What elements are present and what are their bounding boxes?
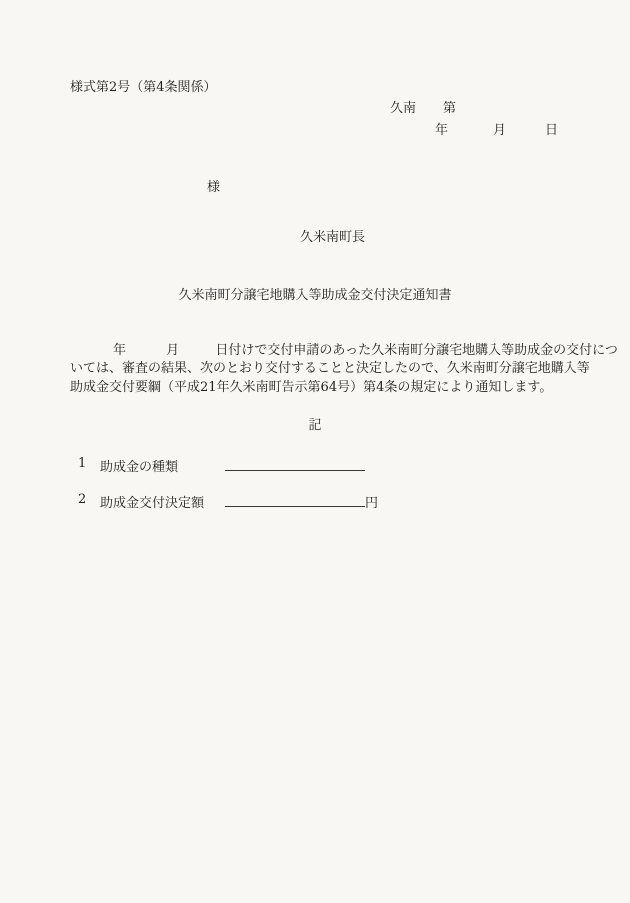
reference-number-line — [0, 97, 630, 115]
item-1-number: 1 — [78, 456, 87, 471]
addressee-suffix: 様 — [207, 180, 221, 195]
body-line-2: いては、審査の結果、次のとおり交付することと決定したので、久米南町分譲宅地購入等 — [70, 361, 590, 376]
reference-counter: 第 — [443, 101, 457, 116]
item-row-2 — [0, 492, 630, 509]
body-line-1 — [70, 339, 618, 358]
item-2-label: 助成金交付決定額 — [100, 496, 205, 511]
item-2-unit-label: 円 — [365, 496, 379, 511]
item-2-number: 2 — [78, 492, 87, 507]
reference-prefix: 久南 — [390, 101, 417, 116]
item-1-label: 助成金の種類 — [100, 460, 179, 475]
form-number: 様式第2号（第4条関係） — [70, 80, 217, 95]
date-line — [0, 119, 630, 137]
section-marker: 記 — [308, 418, 322, 433]
document-title: 久米南町分譲宅地購入等助成金交付決定通知書 — [178, 288, 452, 303]
item-1-blank-underline — [225, 456, 365, 471]
body-line-1-text: 日付けで交付申請のあった久米南町分譲宅地購入等助成金の交付につ — [215, 343, 618, 358]
sender-title: 久米南町長 — [300, 230, 366, 245]
body-line-3: 助成金交付要綱（平成21年久米南町告示第64号）第4条の規定により通知します。 — [70, 380, 553, 395]
date-year-label: 年 — [435, 123, 449, 138]
body-year-label: 年 — [113, 343, 127, 358]
date-month-label: 月 — [493, 123, 507, 138]
body-month-label: 月 — [166, 343, 180, 358]
item-row-1 — [0, 456, 630, 473]
item-2-blank-underline — [225, 492, 365, 507]
date-day-label: 日 — [545, 123, 559, 138]
